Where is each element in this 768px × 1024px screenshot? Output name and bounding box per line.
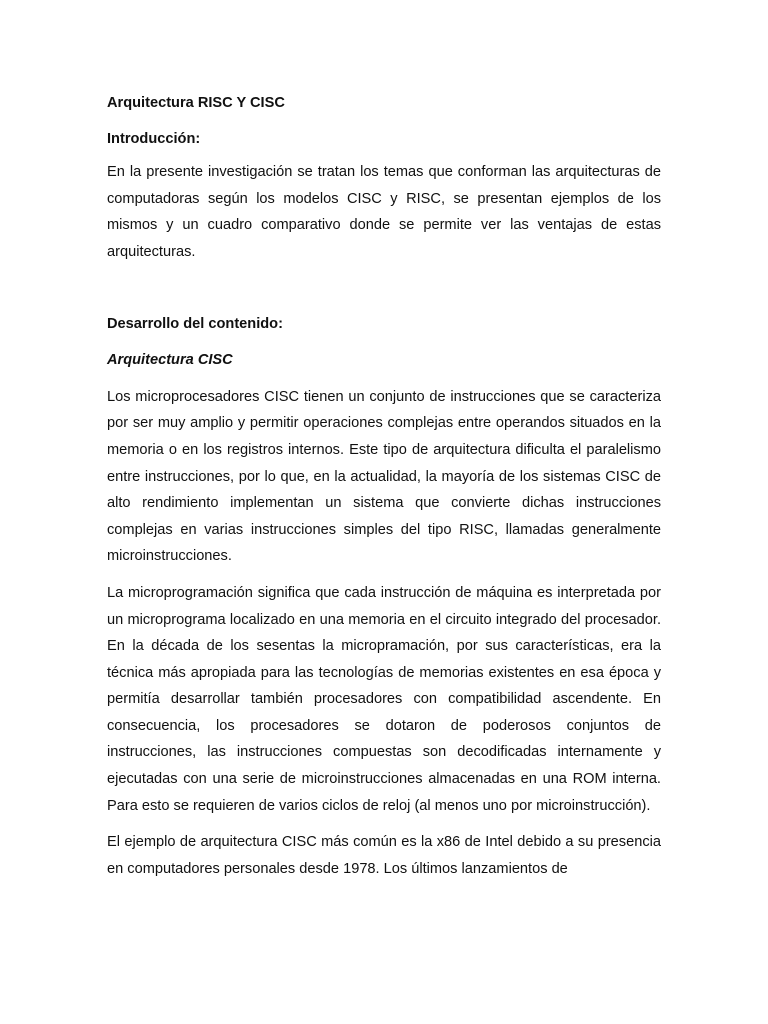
document-page (107, 90, 661, 892)
development-heading: Desarrollo del contenido: (107, 315, 283, 332)
document-title: Arquitectura RISC Y CISC (107, 95, 285, 111)
introduction-heading: Introducción: (107, 130, 201, 147)
cisc-paragraph-1: Los microprocesadores CISC tienen un conjunto de instrucciones que se caracteriza por ser muy amplio y permitir operaciones complejas entre operandos situados en la memoria o en los registros internos. Este tipo de arquitectura dificulta el paralelismo entre instrucciones, por lo que, en la actualidad, la mayoría de los sistemas CISC de alto rendimiento implementan un sistema que convierte dichas instrucciones complejas en varias instrucciones simples del tipo RISC, llamadas generalmente microinstrucciones. (107, 388, 661, 565)
cisc-heading: Arquitectura CISC (107, 352, 233, 369)
cisc-paragraph-3: El ejemplo de arquitectura CISC más común es la x86 de Intel debido a su presencia en computadores personales desde 1978. Los últimos lanzamientos de (107, 834, 661, 877)
introduction-paragraph: En la presente investigación se tratan los temas que conforman las arquitecturas de computadoras según los modelos CISC y RISC, se presentan ejemplos de los mismos y un cuadro comparativo donde se permite ver las ventajas de estas arquitecturas. (107, 164, 661, 260)
cisc-paragraph-2: La microprogramación significa que cada instrucción de máquina es interpretada por un microprograma localizado en una memoria en el circuito integrado del procesador. En la década de los sesentas la micropramación, por sus características, era la técnica más apropiada para las tecnologías de memorias existentes en esa época y permitía desarrollar también procesadores con compatibilidad ascendente. En consecuencia, los procesadores se dotaron de poderosos conjuntos de instrucciones, las instrucciones compuestas son decodificadas internamente y ejecutadas con una serie de microinstrucciones almacenadas en una ROM interna. Para esto se requieren de varios ciclos de reloj (al menos uno por microinstrucción). (107, 584, 661, 814)
